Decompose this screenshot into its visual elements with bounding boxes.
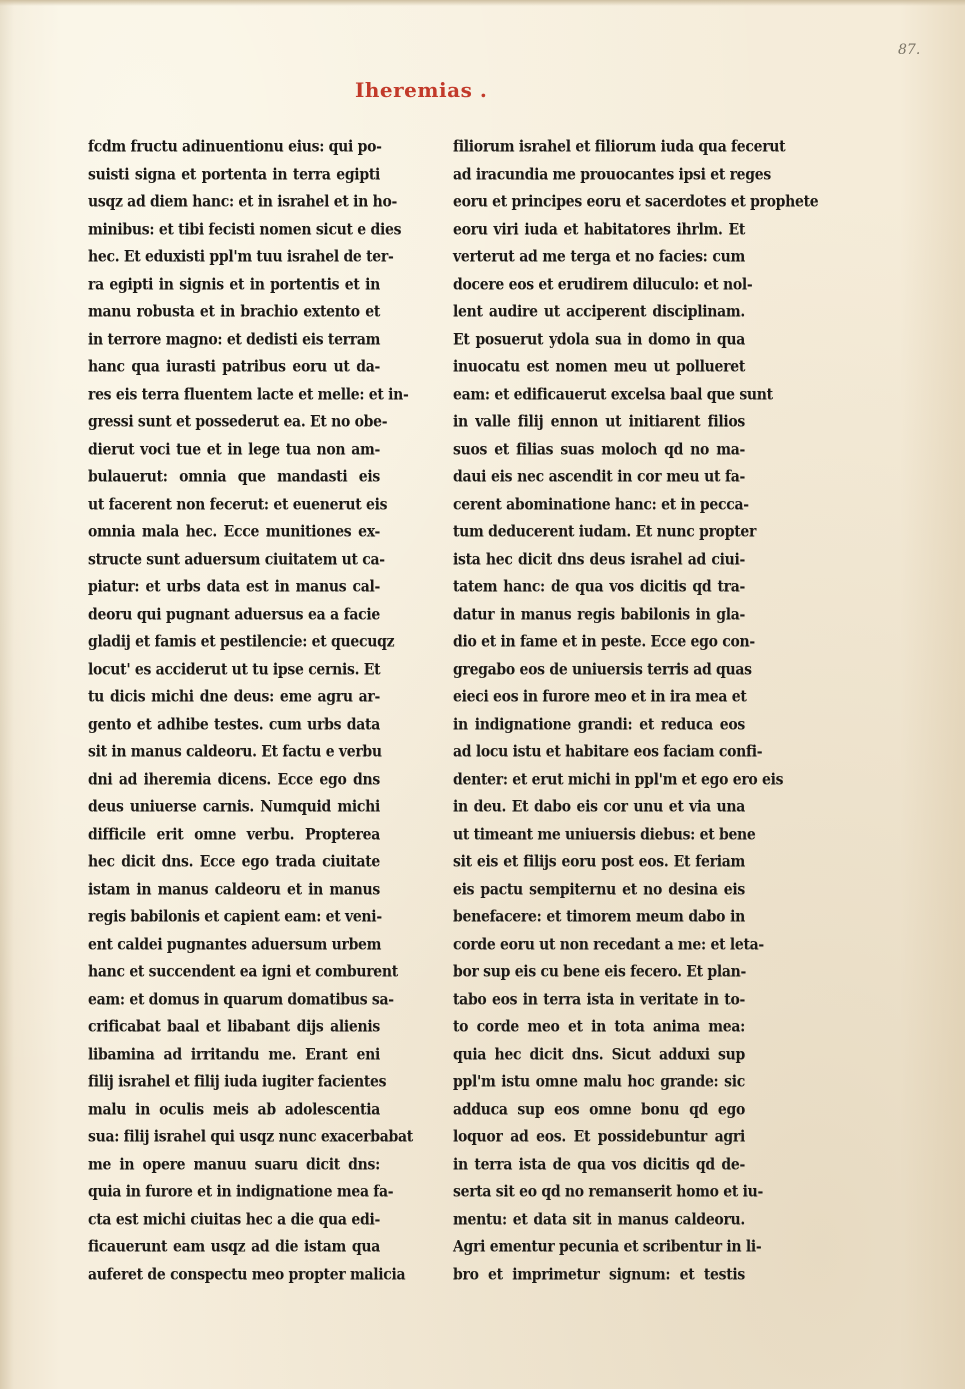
left-column-line: gladij et famis et pestilencie: et quecuqz <box>88 632 395 652</box>
left-column-line: crificabat baal et libabant dijs alienis <box>88 1017 380 1037</box>
right-column-line: serta sit eo qd no remanserit homo et iu- <box>453 1182 764 1202</box>
left-column-line: eam: et domus in quarum domatibus sa- <box>88 990 394 1009</box>
left-column-line: hec. Et eduxisti ppl'm tuu israhel de ter- <box>88 247 394 267</box>
right-column-line: in indignatione grandi: et reduca eos <box>453 715 745 734</box>
right-column-line: eam: et edificauerut excelsa baal que sunt <box>453 385 773 404</box>
right-column-line: ppl'm istu omne malu hoc grande: sic <box>453 1072 745 1092</box>
right-column-line: gregabo eos de uniuersis terris ad quas <box>453 660 752 679</box>
page-edge <box>0 0 965 6</box>
left-column-line: tu dicis michi dne deus: eme agru ar- <box>88 687 380 707</box>
left-column-line: usqz ad diem hanc: et in israhel et in ho- <box>88 192 397 212</box>
right-column-line: adduca sup eos omne bonu qd ego <box>453 1100 745 1119</box>
left-column-line: malu in oculis meis ab adolescentia <box>88 1100 380 1119</box>
left-column-line: auferet de conspectu meo propter malicia <box>88 1265 406 1284</box>
running-head: Iheremias . <box>355 78 488 102</box>
right-column-line: quia hec dicit dns. Sicut adduxi sup <box>453 1045 745 1064</box>
left-text-column <box>88 134 413 1289</box>
left-column-line: dierut voci tue et in lege tua non am- <box>88 440 380 459</box>
right-column-line: in deu. Et dabo eis cor unu et via una <box>453 797 745 817</box>
left-column-line: istam in manus caldeoru et in manus <box>88 880 380 899</box>
right-column-line: daui eis nec ascendit in cor meu ut fa- <box>453 467 745 487</box>
left-column-line: gento et adhibe testes. cum urbs data <box>88 715 380 734</box>
left-column-line: locut' es acciderut ut tu ipse cernis. Et <box>88 660 381 679</box>
left-column-line: manu robusta et in brachio extento et <box>88 302 380 322</box>
left-column-line: hanc et succendent ea igni et comburent <box>88 962 398 982</box>
right-column-line: denter: et erut michi in ppl'm et ego ero eis <box>453 770 784 789</box>
left-column-line: filij israhel et filij iuda iugiter facientes <box>88 1072 387 1092</box>
left-column-line: fcdm fructu adinuentionu eius: qui po- <box>88 137 382 157</box>
left-column-line: gressi sunt et possederut ea. Et no obe- <box>88 412 388 432</box>
right-column-line: filiorum israhel et filiorum iuda qua fecerut <box>453 137 786 157</box>
left-column-line: deoru qui pugnant aduersus ea a facie <box>88 605 380 624</box>
right-column-line: corde eoru ut non recedant a me: et leta- <box>453 935 764 954</box>
left-column-line: sit in manus caldeoru. Et factu e verbu <box>88 742 382 762</box>
left-column-line: bulauerut: omnia que mandasti eis <box>88 467 380 487</box>
left-column-line: cta est michi ciuitas hec a die qua edi- <box>88 1210 380 1229</box>
left-column-line: res eis terra fluentem lacte et melle: et in- <box>88 385 409 404</box>
right-column-line: loquor ad eos. Et possidebuntur agri <box>453 1127 745 1147</box>
left-column-line: ut facerent non fecerut: et euenerut eis <box>88 495 388 514</box>
right-column-line: Et posuerut ydola sua in domo in qua <box>453 330 745 349</box>
left-column-line: difficile erit omne verbu. Propterea <box>88 825 380 844</box>
right-column-line: mentu: et data sit in manus caldeoru. <box>453 1210 745 1229</box>
left-column-line: ent caldei pugnantes aduersum urbem <box>88 935 382 954</box>
left-column-line: quia in furore et in indignatione mea fa- <box>88 1182 394 1202</box>
left-column-line: ficauerunt eam usqz ad die istam qua <box>88 1237 380 1257</box>
left-column-line: sua: filij israhel qui usqz nunc exacerbabat <box>88 1127 413 1147</box>
right-column-line: docere eos et erudirem diluculo: et nol- <box>453 275 753 294</box>
left-column-line: piatur: et urbs data est in manus cal- <box>88 577 380 597</box>
right-column-line: dio et in fame et in peste. Ecce ego con- <box>453 632 755 652</box>
right-column-line: ad iracundia me prouocantes ipsi et reges <box>453 165 771 184</box>
left-column-line: suisti signa et portenta in terra egipti <box>88 165 380 184</box>
left-column-line: omnia mala hec. Ecce munitiones ex- <box>88 522 380 542</box>
right-column-line: in valle filij ennon ut initiarent filios <box>453 412 745 432</box>
right-column-line: sit eis et filijs eoru post eos. Et feriam <box>453 852 745 872</box>
right-column-line: bro et imprimetur signum: et testis <box>453 1265 745 1284</box>
left-column-line: deus uniuerse carnis. Numquid michi <box>88 797 380 817</box>
left-column-line: regis babilonis et capient eam: et veni- <box>88 907 382 927</box>
right-column-line: eoru et principes eoru et sacerdotes et prophete <box>453 192 819 212</box>
right-column-line: datur in manus regis babilonis in gla- <box>453 605 745 624</box>
right-column-line: cerent abominatione hanc: et in pecca- <box>453 495 749 514</box>
left-column-line: libamina ad irritandu me. Erant eni <box>88 1045 380 1064</box>
left-column-line: structe sunt aduersum ciuitatem ut ca- <box>88 550 385 569</box>
right-column-line: Agri ementur pecunia et scribentur in li- <box>453 1237 762 1257</box>
left-column-line: hanc qua iurasti patribus eoru ut da- <box>88 357 380 377</box>
right-text-column <box>453 134 819 1289</box>
left-column-line: minibus: et tibi fecisti nomen sicut e dies <box>88 220 402 239</box>
right-column-line: inuocatu est nomen meu ut pollueret <box>453 357 745 377</box>
right-column-line: verterut ad me terga et no facies: cum <box>453 247 745 267</box>
right-column-line: ut timeant me uniuersis diebus: et bene <box>453 825 756 844</box>
right-column-line: tabo eos in terra ista in veritate in to- <box>453 990 745 1009</box>
right-column-line: suos et filias suas moloch qd no ma- <box>453 440 745 459</box>
right-column-line: tatem hanc: de qua vos dicitis qd tra- <box>453 577 745 597</box>
left-column-line: me in opere manuu suaru dicit dns: <box>88 1155 380 1174</box>
left-column-line: ra egipti in signis et in portentis et in <box>88 275 380 294</box>
left-column-line: dni ad iheremia dicens. Ecce ego dns <box>88 770 380 789</box>
left-column-line: in terrore magno: et dedisti eis terram <box>88 330 381 349</box>
right-column-line: eis pactu sempiternu et no desina eis <box>453 880 745 899</box>
right-column-line: ista hec dicit dns deus israhel ad ciui- <box>453 550 745 569</box>
right-column-line: eieci eos in furore meo et in ira mea et <box>453 687 747 707</box>
right-column-line: ad locu istu et habitare eos faciam confi- <box>453 742 763 762</box>
right-column-line: in terra ista de qua vos dicitis qd de- <box>453 1155 745 1174</box>
right-column-line: lent audire ut acciperent disciplinam. <box>453 302 745 322</box>
left-column-line: hec dicit dns. Ecce ego trada ciuitate <box>88 852 380 872</box>
folio-number: 87. <box>898 42 921 58</box>
right-column-line: benefacere: et timorem meum dabo in <box>453 907 745 927</box>
right-column-line: bor sup eis cu bene eis fecero. Et plan- <box>453 962 747 982</box>
right-column-line: eoru viri iuda et habitatores ihrlm. Et <box>453 220 745 239</box>
right-column-line: to corde meo et in tota anima mea: <box>453 1017 745 1037</box>
right-column-line: tum deducerent iudam. Et nunc propter <box>453 522 757 542</box>
